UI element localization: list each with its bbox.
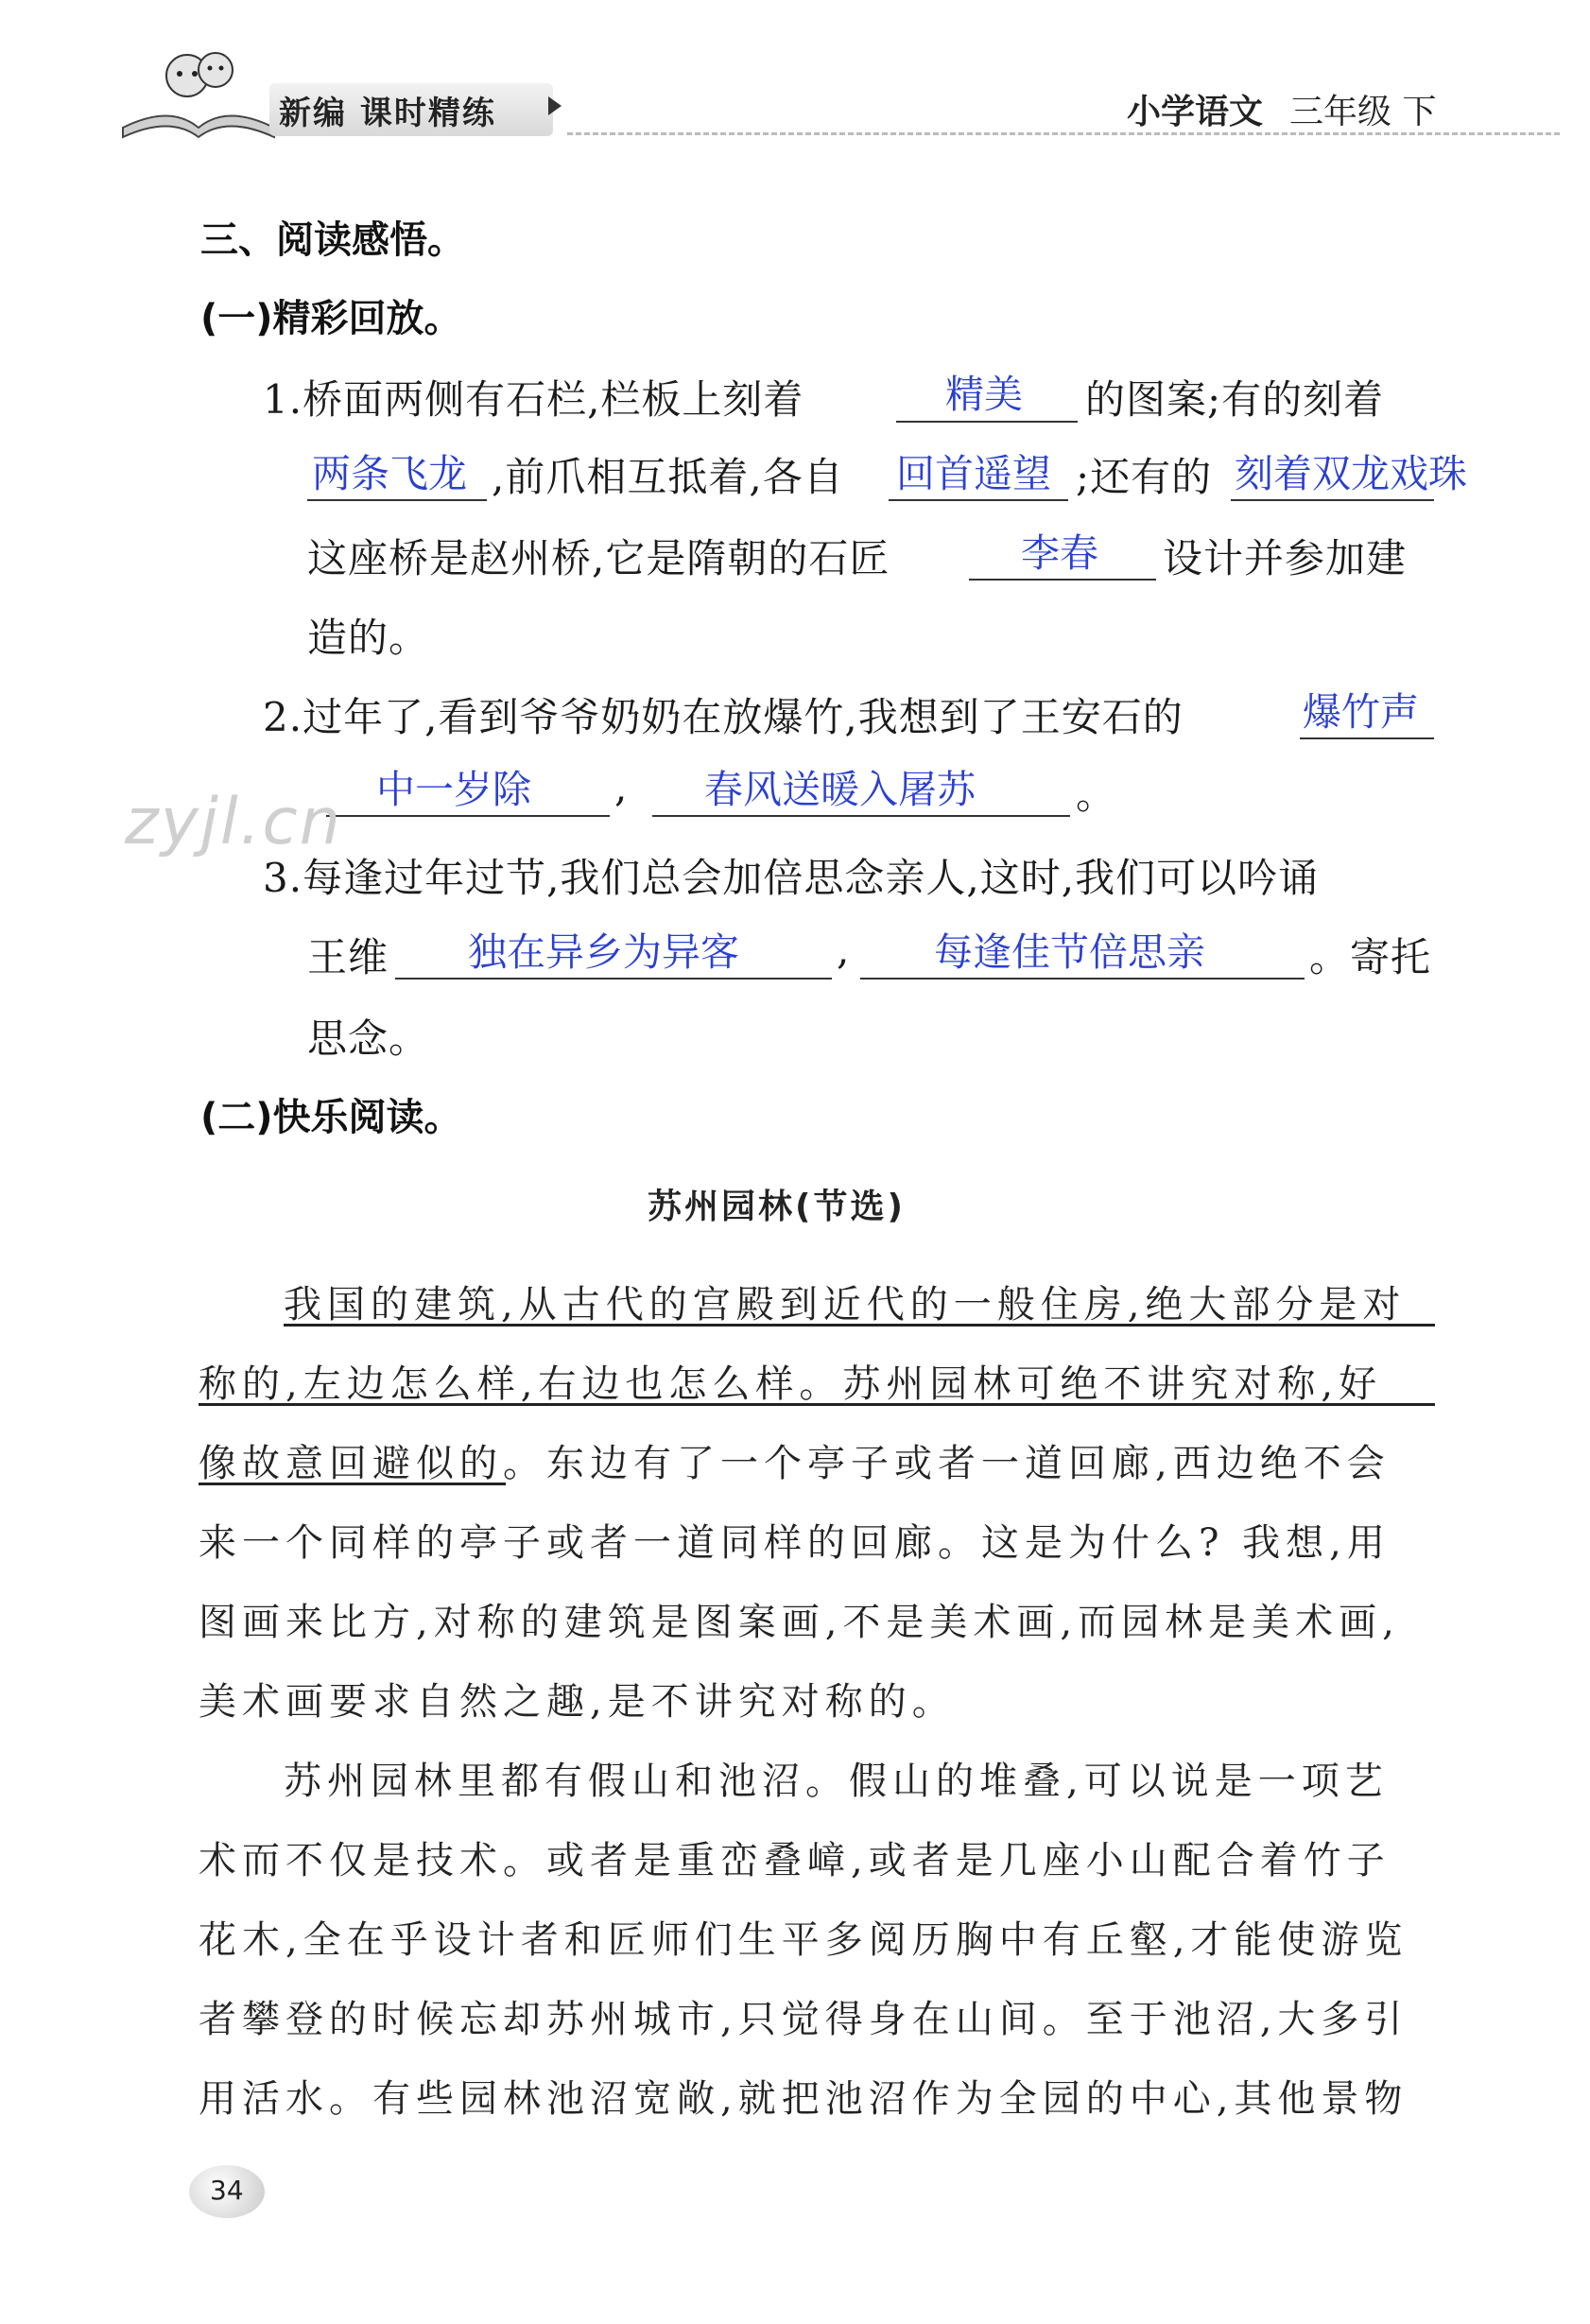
para2-line: 术而不仅是技术。或者是重峦叠嶂,或者是几座小山配合着竹子 — [199, 1839, 1391, 1882]
page-number: 34 — [210, 2175, 244, 2206]
q3-blank2 — [860, 978, 1305, 980]
q2-comma: , — [614, 764, 629, 810]
q1-blank4 — [1231, 499, 1434, 501]
q1-line3-text-b: 设计并参加建 — [1163, 535, 1408, 581]
q1-line1-text: 1.桥面两侧有石栏,栏板上刻着 — [263, 376, 804, 423]
q3-line1-text: 3.每逢过年过节,我们总会加倍思念亲人,这时,我们可以吟诵 — [263, 855, 1320, 901]
q1-answer2: 两条飞龙 — [312, 451, 467, 496]
q3-answer1: 独在异乡为异客 — [468, 929, 739, 975]
grade-label: 三年级 下 — [1289, 93, 1437, 131]
para2-line: 苏州园林里都有假山和池沼。假山的堆叠,可以说是一项艺 — [284, 1760, 1389, 1803]
para1-line: 我国的建筑,从古代的宫殿到近代的一般住房,绝大部分是对 — [284, 1283, 1407, 1327]
book-series-label: 新编 课时精练 — [279, 95, 496, 132]
arrow-right-icon — [548, 96, 562, 115]
q1-line3-text: 这座桥是赵州桥,它是隋朝的石匠 — [307, 535, 890, 581]
q3-answer2: 每逢佳节倍思亲 — [934, 929, 1205, 975]
q2-blank2 — [326, 815, 610, 817]
q2-blank1 — [1300, 737, 1434, 739]
q3-comma: , — [837, 927, 851, 973]
q2-end: 。 — [1076, 772, 1117, 818]
q3-line3-text: 思念。 — [307, 1015, 430, 1062]
watermark: zyjl.cn — [125, 785, 342, 859]
q3-line2-text-b: 。寄托 — [1309, 934, 1432, 980]
section-title: 三、阅读感悟。 — [200, 218, 465, 262]
q2-answer2: 中一岁除 — [376, 767, 531, 812]
q2-answer3: 春风送暖入屠苏 — [704, 767, 976, 812]
q1-blank2 — [307, 499, 487, 501]
part1-title: (一)精彩回放。 — [200, 297, 462, 340]
para1-line: 美术画要求自然之趣,是不讲究对称的。 — [199, 1680, 956, 1724]
para2-line: 用活水。有些园林池沼宽敞,就把池沼作为全园的中心,其他景物 — [199, 2077, 1409, 2121]
q1-answer4: 刻着双龙戏珠 — [1235, 451, 1467, 496]
q1-blank1 — [896, 421, 1078, 423]
q3-line2-text: 王维 — [307, 934, 389, 980]
para2-line: 者攀登的时候忘却苏州城市,只觉得身在山间。至于池沼,大多引 — [199, 1998, 1409, 2041]
q1-answer3: 回首遥望 — [896, 451, 1051, 496]
header-subject — [1127, 85, 1436, 133]
para1-line: 图画来比方,对称的建筑是图案画,不是美术画,而园林是美术画, — [199, 1601, 1400, 1644]
q1-blank3 — [889, 499, 1068, 501]
page-number-badge — [189, 2165, 265, 2218]
q2-line1-text: 2.过年了,看到爷爷奶奶在放爆竹,我想到了王安石的 — [263, 694, 1184, 740]
q1-answer5: 李春 — [1021, 530, 1098, 576]
para1-line: 像故意回避似的。东边有了一个亭子或者一道回廊,西边绝不会 — [199, 1442, 1391, 1485]
q1-blank5 — [969, 579, 1156, 581]
text-underline — [199, 1403, 1435, 1406]
subject-label: 小学语文 — [1127, 93, 1264, 131]
q3-blank1 — [395, 978, 832, 980]
q1-answer1: 精美 — [945, 372, 1023, 417]
q1-line2-text-b: ;还有的 — [1076, 454, 1213, 500]
para2-line: 花木,全在乎设计者和匠师们生平多阅历胸中有丘壑,才能使游览 — [199, 1918, 1409, 1962]
book-mascot-logo — [113, 38, 284, 142]
para1-line: 称的,左边怎么样,右边也怎么样。苏州园林可绝不讲究对称,好 — [199, 1362, 1383, 1406]
q1-line4-text: 造的。 — [307, 615, 430, 661]
part2-title: (二)快乐阅读。 — [200, 1096, 462, 1139]
article-title: 苏州园林(节选) — [648, 1188, 906, 1226]
para1-line: 来一个同样的亭子或者一道同样的回廊。这是为什么? 我想,用 — [199, 1521, 1391, 1565]
q1-line1-text-b: 的图案;有的刻着 — [1085, 376, 1385, 423]
text-underline — [199, 1483, 506, 1485]
text-underline — [284, 1324, 1435, 1327]
q2-answer1: 爆竹声 — [1303, 689, 1419, 735]
q1-line2-text: ,前爪相互抵着,各自 — [492, 454, 844, 500]
q2-blank3 — [652, 815, 1070, 817]
